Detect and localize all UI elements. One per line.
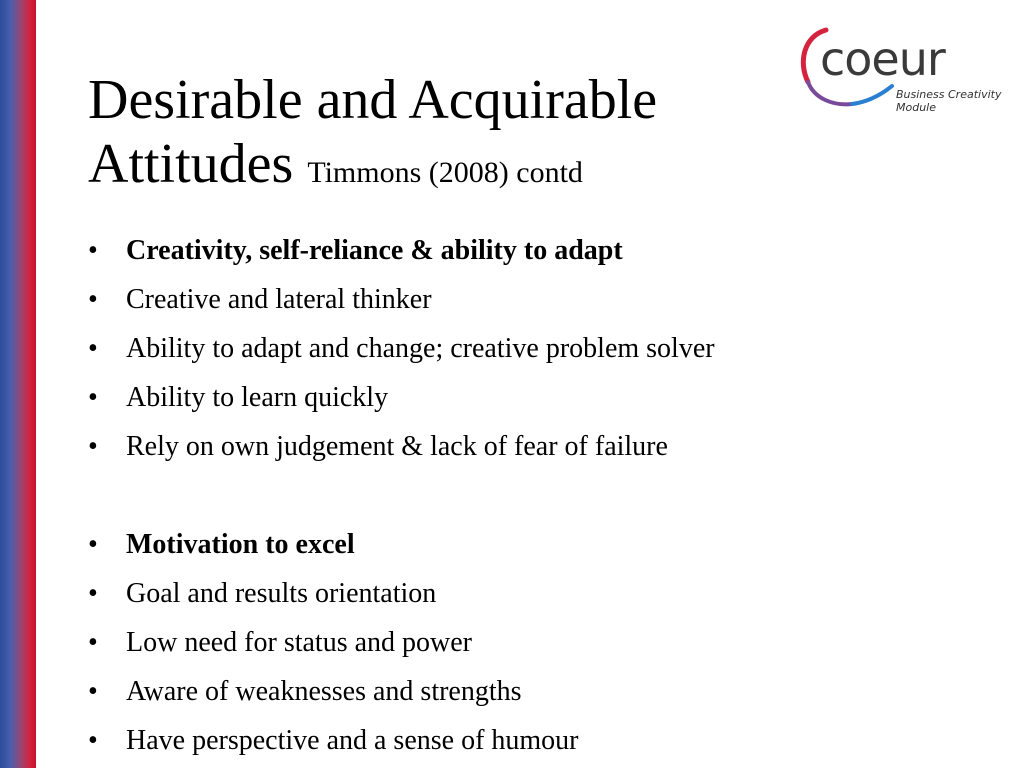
logo-wordmark: coeur xyxy=(820,32,945,86)
list-spacer xyxy=(88,471,988,520)
list-item-text: Low need for status and power xyxy=(126,627,473,658)
list-item-text: Aware of weaknesses and strengths xyxy=(126,676,522,707)
bullet-list xyxy=(88,226,988,765)
logo-caption-line-2: Module xyxy=(896,101,936,114)
list-item xyxy=(88,373,988,422)
logo-caption-line-1: Business Creativity xyxy=(896,88,1002,101)
list-item-text: Goal and results orientation xyxy=(126,578,437,609)
list-item-text: Have perspective and a sense of humour xyxy=(126,725,579,756)
list-item xyxy=(88,422,988,471)
list-item xyxy=(88,618,988,667)
list-item-text: Rely on own judgement & lack of fear of failure xyxy=(126,431,668,462)
slide-title xyxy=(88,68,788,196)
logo-caption xyxy=(896,88,1001,114)
list-item xyxy=(88,667,988,716)
list-item-text: Ability to adapt and change; creative problem solver xyxy=(126,333,715,364)
list-item xyxy=(88,569,988,618)
coeur-logo xyxy=(796,22,1006,122)
bullet-icon: • xyxy=(88,578,98,609)
list-item xyxy=(88,226,988,275)
section-heading: Creativity, self-reliance & ability to adapt xyxy=(126,235,623,266)
list-item xyxy=(88,520,988,569)
title-line-2 xyxy=(88,132,788,196)
bullet-icon: • xyxy=(88,284,98,315)
list-item xyxy=(88,716,988,765)
bullet-icon: • xyxy=(88,382,98,413)
bullet-icon: • xyxy=(88,431,98,462)
bullet-icon: • xyxy=(88,529,98,560)
title-line-1: Desirable and Acquirable xyxy=(88,69,658,131)
title-main-word: Attitudes xyxy=(88,133,294,195)
list-item xyxy=(88,275,988,324)
list-item-text: Creative and lateral thinker xyxy=(126,284,432,315)
bullet-icon: • xyxy=(88,235,98,266)
side-gradient-bar xyxy=(0,0,36,768)
section-heading: Motivation to excel xyxy=(126,529,355,560)
bullet-icon: • xyxy=(88,627,98,658)
list-item xyxy=(88,324,988,373)
bullet-icon: • xyxy=(88,333,98,364)
logo-blue-arc xyxy=(852,86,892,104)
list-item-text: Ability to learn quickly xyxy=(126,382,389,413)
title-citation: Timmons (2008) contd xyxy=(307,156,583,189)
bullet-icon: • xyxy=(88,676,98,707)
bullet-icon: • xyxy=(88,725,98,756)
